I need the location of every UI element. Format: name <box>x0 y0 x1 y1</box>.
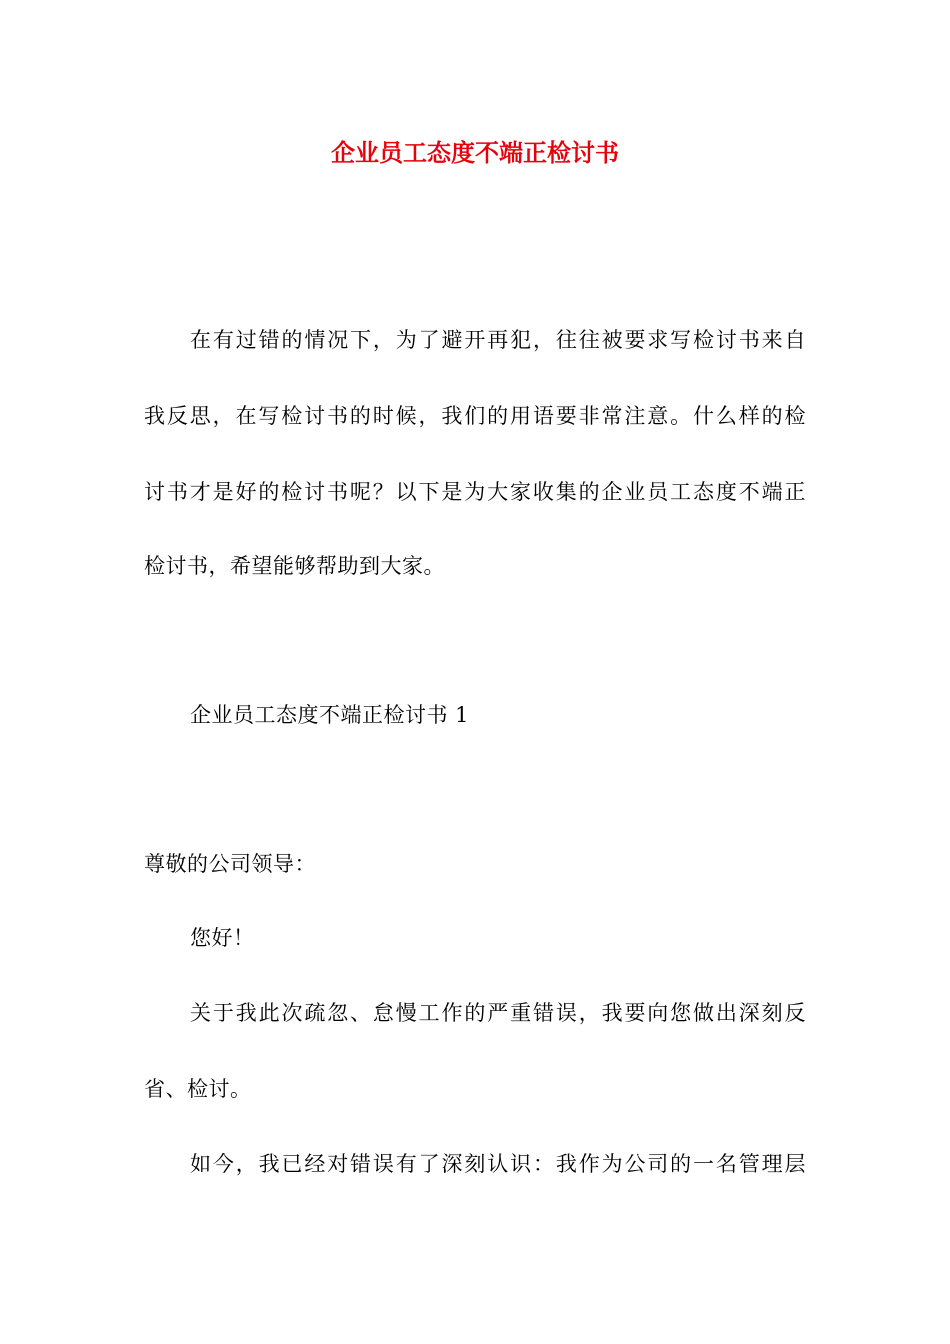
section-heading: 企业员工态度不端正检讨书 1 <box>190 703 470 727</box>
intro-line-3: 讨书才是好的检讨书呢？以下是为大家收集的企业员工态度不端正 <box>144 480 806 504</box>
intro-line-1: 在有过错的情况下，为了避开再犯，往往被要求写检讨书来自 <box>190 328 806 352</box>
intro-line-4: 检讨书，希望能够帮助到大家。 <box>144 554 445 578</box>
paragraph1-line-1: 关于我此次疏忽、怠慢工作的严重错误，我要向您做出深刻反 <box>190 1001 806 1025</box>
salutation: 尊敬的公司领导： <box>144 852 316 876</box>
greeting: 您好！ <box>190 926 255 950</box>
document-title: 企业员工态度不端正检讨书 <box>331 138 619 167</box>
intro-line-2: 我反思，在写检讨书的时候，我们的用语要非常注意。什么样的检 <box>144 404 806 428</box>
paragraph2-line-1: 如今，我已经对错误有了深刻认识：我作为公司的一名管理层 <box>190 1152 806 1176</box>
paragraph1-line-2: 省、检讨。 <box>144 1077 252 1101</box>
